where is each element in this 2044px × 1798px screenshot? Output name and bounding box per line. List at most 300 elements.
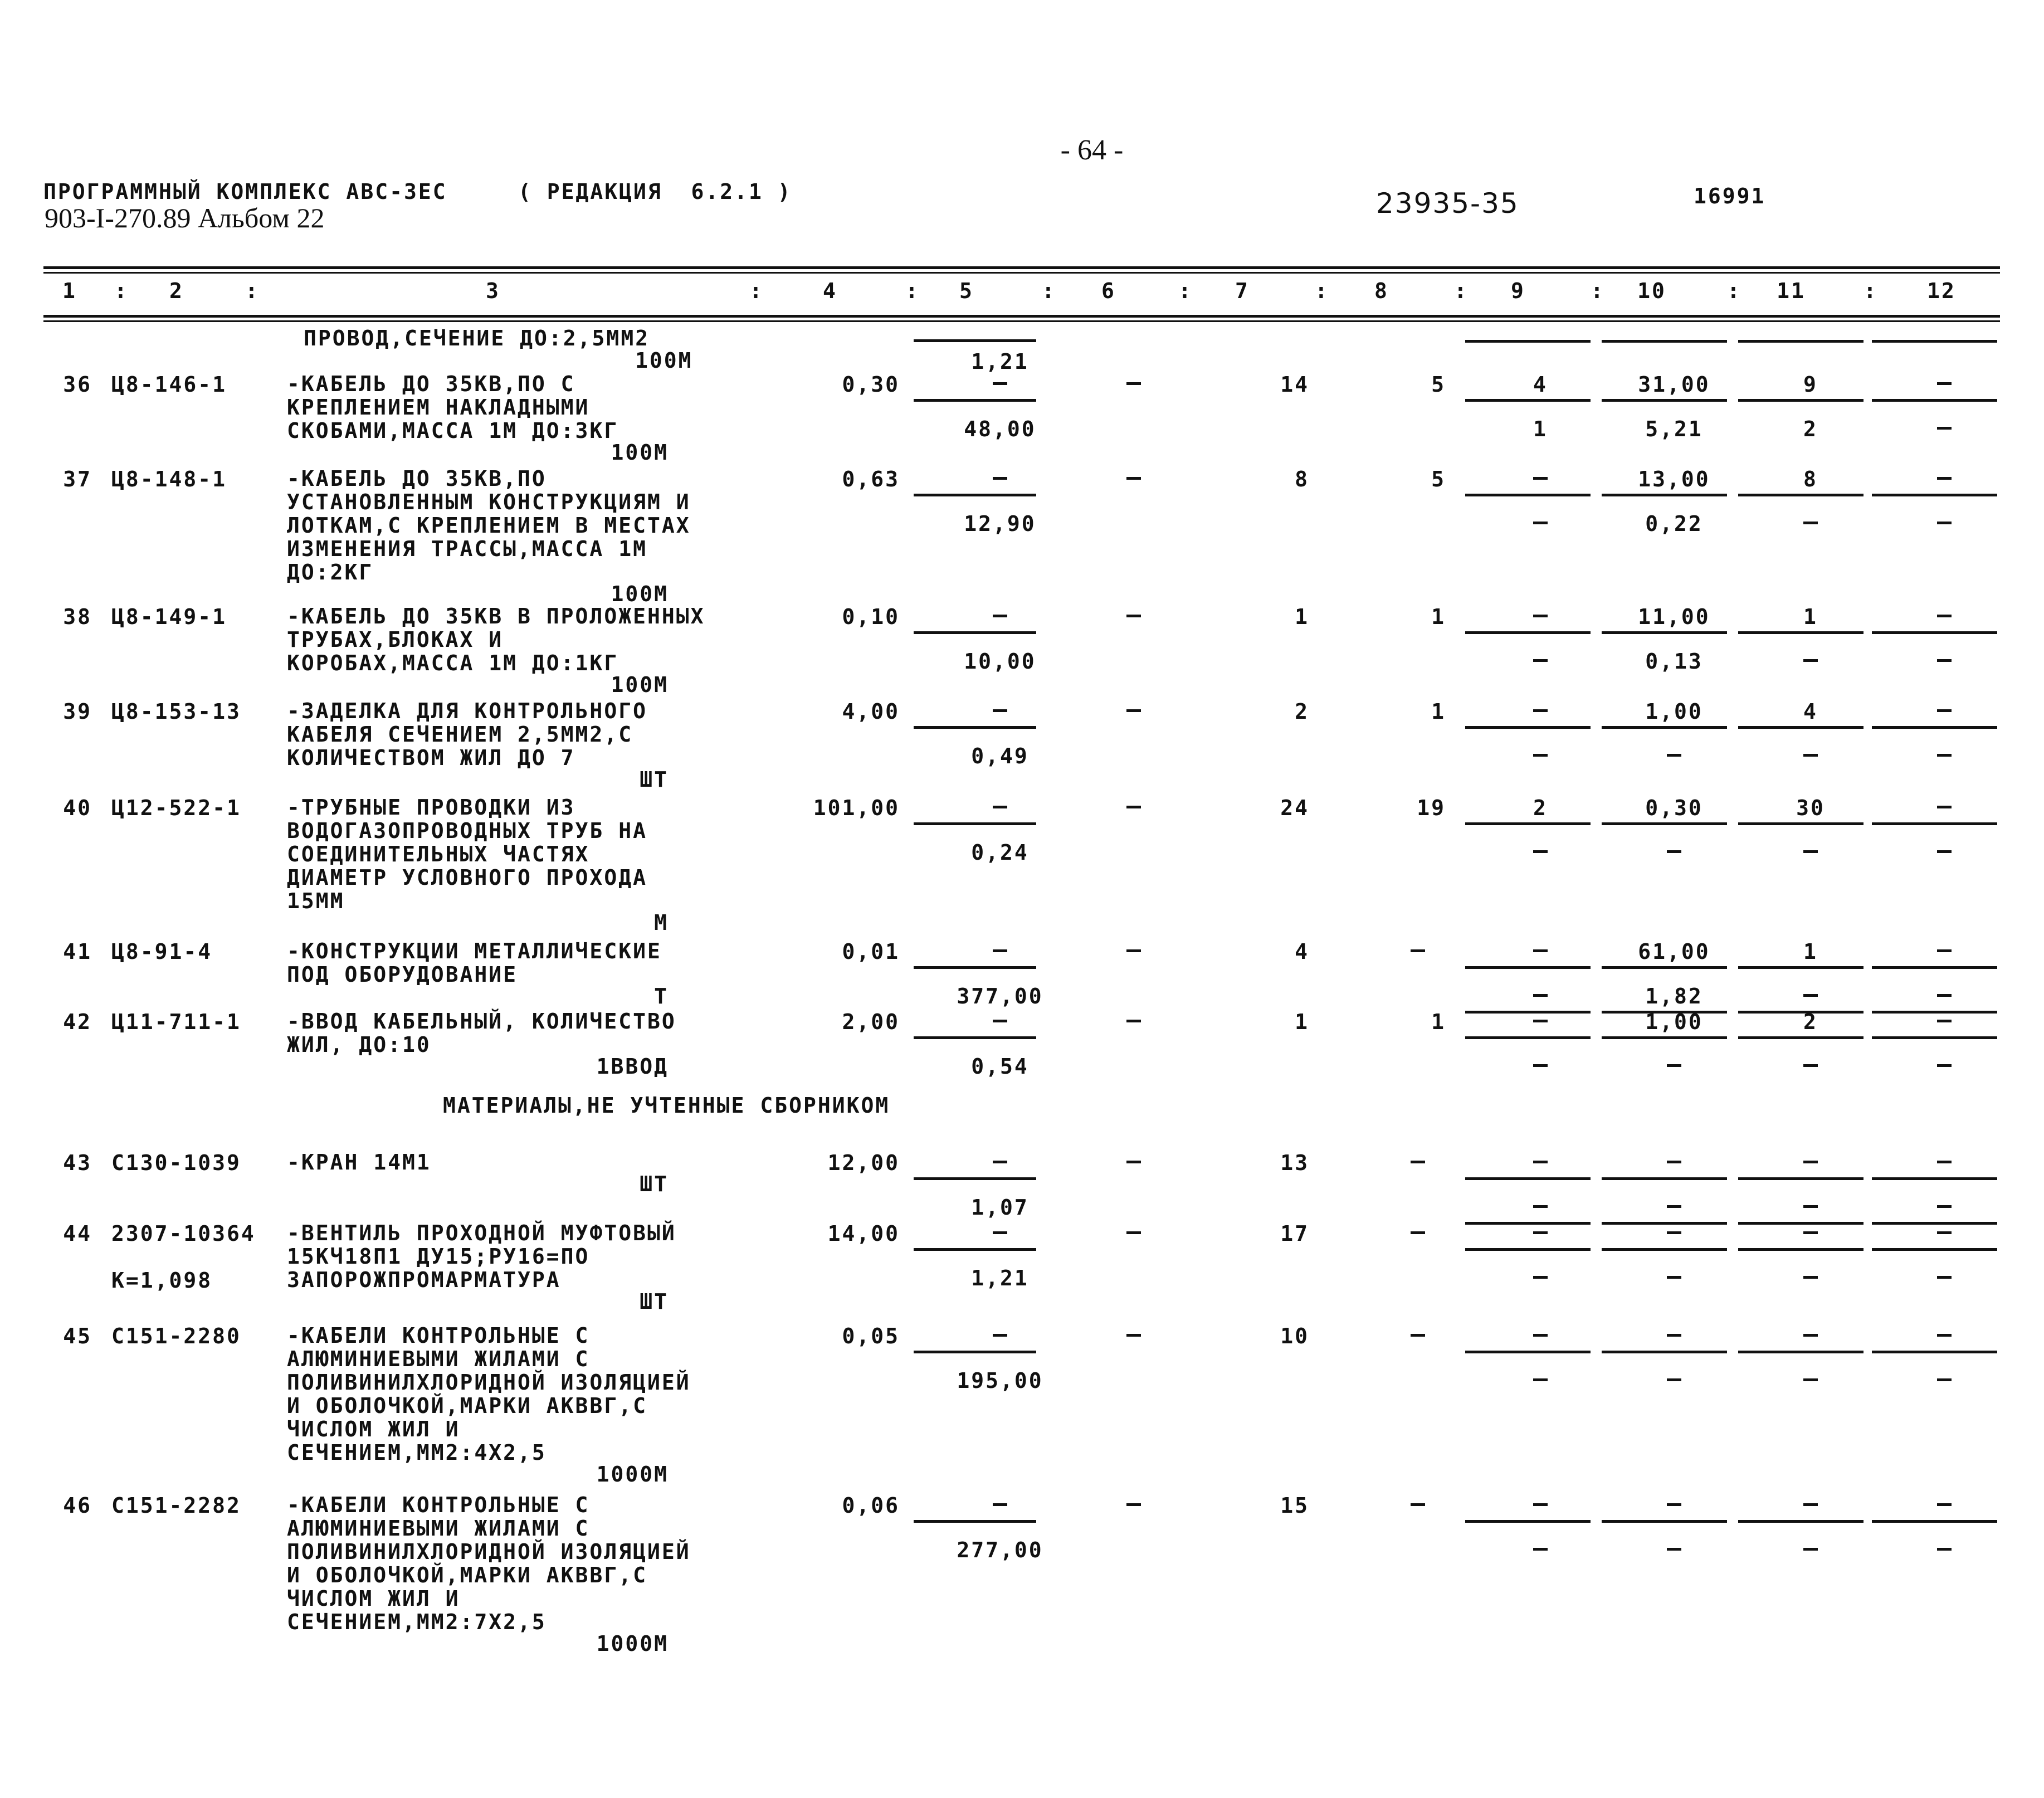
- row-40-col5-value: 0,24: [971, 840, 1029, 865]
- row-43-col11-top-dash: [1803, 1161, 1818, 1163]
- row-36-col11-bottom: 2: [1803, 417, 1818, 441]
- row-43-col7: 13: [1280, 1151, 1309, 1175]
- row-44-mid-line-11: [1738, 1248, 1863, 1251]
- row-42-code: Ц11-711-1: [111, 1010, 241, 1034]
- row-37-col9-top-dash: [1533, 477, 1548, 480]
- row-38-col7: 1: [1295, 605, 1309, 629]
- row-38-col5-dash: [993, 615, 1007, 617]
- row-38-col5-rule: [914, 631, 1036, 634]
- row-44-col12-bottom-dash: [1937, 1276, 1952, 1279]
- column-header-2: 2: [169, 279, 184, 303]
- row-42-col12-bottom-dash: [1937, 1064, 1952, 1067]
- header-top-rule: [43, 266, 2000, 269]
- row-36-col9-bottom: 1: [1533, 417, 1548, 441]
- row-38-mid-line-12: [1872, 631, 1997, 634]
- row-36-col5-dash: [993, 382, 1007, 385]
- row-39-col10-bottom-dash: [1667, 754, 1681, 757]
- row-37-col12-top-dash: [1937, 477, 1952, 480]
- row-41-col7: 4: [1295, 939, 1309, 964]
- row-42-col5-value: 0,54: [971, 1054, 1029, 1079]
- row-43-col6-dash: [1126, 1161, 1141, 1163]
- row-44-col11-bottom-dash: [1803, 1276, 1818, 1279]
- row-46-col11-top-dash: [1803, 1503, 1818, 1506]
- row-45-col5-rule: [914, 1351, 1036, 1353]
- row-36-col9-top: 4: [1533, 372, 1548, 397]
- row-43-quantity: 12,00: [827, 1151, 900, 1175]
- row-45-mid-line-11: [1738, 1351, 1863, 1353]
- row-46-col5-rule: [914, 1520, 1036, 1523]
- column-separator: :: [1727, 279, 1741, 303]
- row-46-col12-top-dash: [1937, 1503, 1952, 1506]
- row-39-mid-line-12: [1872, 726, 1997, 729]
- row-37-mid-line-11: [1738, 494, 1863, 496]
- row-39-col5-value: 0,49: [971, 744, 1029, 768]
- row-45-col11-top-dash: [1803, 1334, 1818, 1337]
- row-46-number: 46: [63, 1493, 92, 1518]
- row-36-mid-line-11: [1738, 399, 1863, 402]
- column-separator: :: [749, 279, 764, 303]
- row-37-mid-line-9: [1465, 494, 1591, 496]
- row-38-unit: 100М: [611, 673, 669, 697]
- row-44-number: 44: [63, 1221, 92, 1246]
- row-40-mid-line-12: [1872, 822, 1997, 825]
- row-43-col11-bottom-dash: [1803, 1205, 1818, 1208]
- row-37-col7: 8: [1295, 467, 1309, 491]
- row-40-col6-dash: [1126, 806, 1141, 808]
- row-45-number: 45: [63, 1324, 92, 1348]
- row-44-description: -ВЕНТИЛЬ ПРОХОДНОЙ МУФТОВЫЙ 15КЧ18П1 ДУ15;РУ16=ПО ЗАПОРОЖПРОМАРМАТУРА: [287, 1221, 676, 1292]
- row-38-mid-line-11: [1738, 631, 1863, 634]
- row-45-col6-dash: [1126, 1334, 1141, 1337]
- row-41-description: -КОНСТРУКЦИИ МЕТАЛЛИЧЕСКИЕ ПОД ОБОРУДОВАНИЕ: [287, 939, 662, 987]
- row-36-col11-top: 9: [1803, 372, 1818, 397]
- row-38-col11-bottom-dash: [1803, 659, 1818, 662]
- row-41-mid-line-9: [1465, 966, 1591, 969]
- row-43-col8-dash: [1411, 1161, 1425, 1163]
- row-40-col10-top: 0,30: [1645, 796, 1703, 820]
- row-45-col10-bottom-dash: [1667, 1378, 1681, 1381]
- column-header-9: 9: [1511, 279, 1525, 303]
- row-46-mid-line-11: [1738, 1520, 1863, 1523]
- row-39-col5-dash: [993, 709, 1007, 712]
- row-41-col9-top-dash: [1533, 949, 1548, 952]
- row-37-mid-line-12: [1872, 494, 1997, 496]
- row-37-description: -КАБЕЛЬ ДО 35КВ,ПО УСТАНОВЛЕННЫМ КОНСТРУКЦИЯМ И ЛОТКАМ,С КРЕПЛЕНИЕМ В МЕСТАХ ИЗМЕНЕНИЯ ТРАССЫ,МАССА 1М ДО:2КГ: [287, 466, 691, 584]
- row-36-mid-line-9: [1465, 399, 1591, 402]
- row-42-mid-line-10: [1602, 1036, 1727, 1039]
- row-45-col5-dash: [993, 1334, 1007, 1337]
- row-44-col10-bottom-dash: [1667, 1276, 1681, 1279]
- row-41-col10-bottom: 1,82: [1645, 984, 1703, 1008]
- row-46-col7: 15: [1280, 1493, 1309, 1518]
- row-43-unit: ШТ: [640, 1172, 669, 1196]
- row-39-col11-top: 4: [1803, 699, 1818, 724]
- row-38-col6-dash: [1126, 615, 1141, 617]
- row-44-col7: 17: [1280, 1221, 1309, 1246]
- row-36-col12-bottom-dash: [1937, 427, 1952, 430]
- row-46-col9-bottom-dash: [1533, 1548, 1548, 1551]
- row-45-code: С151-2280: [111, 1324, 241, 1348]
- column-header-5: 5: [959, 279, 974, 303]
- row-37-col6-dash: [1126, 477, 1141, 480]
- row-41-col12-bottom-dash: [1937, 994, 1952, 997]
- row-40-unit: М: [654, 910, 669, 935]
- row-45-col11-bottom-dash: [1803, 1378, 1818, 1381]
- header-top-rule-2: [43, 272, 2000, 274]
- row-39-mid-line-11: [1738, 726, 1863, 729]
- column-separator: :: [1315, 279, 1329, 303]
- row-38-col12-top-dash: [1937, 615, 1952, 617]
- row-43-end-line-11: [1738, 1222, 1863, 1225]
- row-38-mid-line-10: [1602, 631, 1727, 634]
- document-number: 16991: [1694, 184, 1766, 208]
- cont-top-line-9: [1465, 340, 1591, 343]
- row-38-number: 38: [63, 605, 92, 629]
- row-41-col5-rule: [914, 966, 1036, 969]
- row-40-mid-line-9: [1465, 822, 1591, 825]
- row-42-col8: 1: [1431, 1010, 1446, 1034]
- row-45-unit: 1000М: [596, 1462, 669, 1487]
- row-39-col6-dash: [1126, 709, 1141, 712]
- row-42-col11-top: 2: [1803, 1010, 1818, 1034]
- row-46-code: С151-2282: [111, 1493, 241, 1518]
- row-45-description: -КАБЕЛИ КОНТРОЛЬНЫЕ С АЛЮМИНИЕВЫМИ ЖИЛАМИ С ПОЛИВИНИЛХЛОРИДНОЙ ИЗОЛЯЦИЕЙ И ОБОЛОЧКОЙ,МАРКИ АКВВГ,С ЧИСЛОМ ЖИЛ И СЕЧЕНИЕМ,ММ2:4Х2,5: [287, 1323, 691, 1465]
- row-40-quantity: 101,00: [813, 796, 900, 820]
- row-38-col10-top: 11,00: [1638, 605, 1710, 629]
- column-header-8: 8: [1374, 279, 1389, 303]
- column-separator: :: [245, 279, 260, 303]
- row-37-col9-bottom-dash: [1533, 522, 1548, 524]
- row-41-code: Ц8-91-4: [111, 939, 213, 964]
- row-37-unit: 100М: [611, 582, 669, 606]
- row-39-number: 39: [63, 699, 92, 724]
- row-44-mid-line-12: [1872, 1248, 1997, 1251]
- row-44-col10-top-dash: [1667, 1231, 1681, 1234]
- row-37-col11-bottom-dash: [1803, 522, 1818, 524]
- row-37-quantity: 0,63: [842, 467, 900, 491]
- row-40-number: 40: [63, 796, 92, 820]
- row-45-col9-bottom-dash: [1533, 1378, 1548, 1381]
- edition-label: ( РЕДАКЦИЯ 6.2.1 ): [518, 179, 792, 204]
- column-header-11: 11: [1777, 279, 1806, 303]
- row-43-col5-rule: [914, 1177, 1036, 1180]
- row-46-quantity: 0,06: [842, 1493, 900, 1518]
- row-36-mid-line-10: [1602, 399, 1727, 402]
- row-42-quantity: 2,00: [842, 1010, 900, 1034]
- row-45-col7: 10: [1280, 1324, 1309, 1348]
- row-37-col10-top: 13,00: [1638, 467, 1710, 491]
- column-separator: :: [1042, 279, 1056, 303]
- column-header-6: 6: [1101, 279, 1116, 303]
- column-header-10: 10: [1637, 279, 1666, 303]
- row-41-col10-top: 61,00: [1638, 939, 1710, 964]
- row-45-col5-value: 195,00: [957, 1368, 1043, 1393]
- row-37-col5-rule: [914, 494, 1036, 496]
- row-36-mid-line-12: [1872, 399, 1997, 402]
- row-42-col5-rule: [914, 1036, 1036, 1039]
- row-39-col7: 2: [1295, 699, 1309, 724]
- row-41-number: 41: [63, 939, 92, 964]
- row-44-mid-line-10: [1602, 1248, 1727, 1251]
- row-42-col10-top: 1,00: [1645, 1010, 1703, 1034]
- column-separator: :: [1591, 279, 1605, 303]
- row-42-col12-top-dash: [1937, 1020, 1952, 1022]
- row-40-col9-top: 2: [1533, 796, 1548, 820]
- continued-description: ПРОВОД,СЕЧЕНИЕ ДО:2,5ММ2: [304, 326, 650, 350]
- row-45-col12-top-dash: [1937, 1334, 1952, 1337]
- row-42-mid-line-11: [1738, 1036, 1863, 1039]
- row-43-col9-top-dash: [1533, 1161, 1548, 1163]
- row-43-description: -КРАН 14М1: [287, 1150, 431, 1175]
- column-separator: :: [1863, 279, 1878, 303]
- row-46-col5-dash: [993, 1503, 1007, 1506]
- row-43-col9-bottom-dash: [1533, 1205, 1548, 1208]
- row-42-mid-line-12: [1872, 1036, 1997, 1039]
- row-43-code: С130-1039: [111, 1151, 241, 1175]
- row-37-mid-line-10: [1602, 494, 1727, 496]
- row-46-col8-dash: [1411, 1503, 1425, 1506]
- row-42-col6-dash: [1126, 1020, 1141, 1022]
- row-46-col6-dash: [1126, 1503, 1141, 1506]
- column-header-4: 4: [823, 279, 837, 303]
- row-41-col8-dash: [1411, 949, 1425, 952]
- row-42-col9-bottom-dash: [1533, 1064, 1548, 1067]
- row-43-end-line-10: [1602, 1222, 1727, 1225]
- row-41-unit: Т: [654, 984, 669, 1008]
- column-separator: :: [905, 279, 920, 303]
- row-40-col5-rule: [914, 822, 1036, 825]
- row-36-col10-top: 31,00: [1638, 372, 1710, 397]
- row-36-col10-bottom: 5,21: [1645, 417, 1703, 441]
- row-44-unit: ШТ: [640, 1289, 669, 1314]
- row-37-col11-top: 8: [1803, 467, 1818, 491]
- row-39-mid-line-10: [1602, 726, 1727, 729]
- row-41-col5-value: 377,00: [957, 984, 1043, 1008]
- row-39-code: Ц8-153-13: [111, 699, 241, 724]
- row-38-description: -КАБЕЛЬ ДО 35КВ В ПРОЛОЖЕННЫХ ТРУБАХ,БЛОКАХ И КОРОБАХ,МАССА 1М ДО:1КГ: [287, 604, 705, 675]
- row-40-col8: 19: [1417, 796, 1446, 820]
- row-42-col10-bottom-dash: [1667, 1064, 1681, 1067]
- album-reference: 903-I-270.89 Альбом 22: [45, 202, 325, 233]
- column-separator: :: [1454, 279, 1469, 303]
- row-46-col10-top-dash: [1667, 1503, 1681, 1506]
- row-44-col12-top-dash: [1937, 1231, 1952, 1234]
- row-46-col10-bottom-dash: [1667, 1548, 1681, 1551]
- row-38-col9-top-dash: [1533, 615, 1548, 617]
- row-36-col7: 14: [1280, 372, 1309, 397]
- row-46-description: -КАБЕЛИ КОНТРОЛЬНЫЕ С АЛЮМИНИЕВЫМИ ЖИЛАМИ С ПОЛИВИНИЛХЛОРИДНОЙ ИЗОЛЯЦИЕЙ И ОБОЛОЧКОЙ,МАРКИ АКВВГ,С ЧИСЛОМ ЖИЛ И СЕЧЕНИЕМ,ММ2:7Х2,5: [287, 1493, 691, 1634]
- row-39-mid-line-9: [1465, 726, 1591, 729]
- cont-top-line-10: [1602, 340, 1727, 343]
- column-header-12: 12: [1927, 279, 1956, 303]
- row-40-code: Ц12-522-1: [111, 796, 241, 820]
- row-43-mid-line-11: [1738, 1177, 1863, 1180]
- row-39-quantity: 4,00: [842, 699, 900, 724]
- row-43-col10-top-dash: [1667, 1161, 1681, 1163]
- row-44-code: 2307-10364: [111, 1221, 256, 1246]
- row-38-col10-bottom: 0,13: [1645, 649, 1703, 674]
- row-43-end-line-9: [1465, 1222, 1591, 1225]
- row-40-col5-dash: [993, 806, 1007, 808]
- row-38-quantity: 0,10: [842, 605, 900, 629]
- row-43-end-line-12: [1872, 1222, 1997, 1225]
- row-36-number: 36: [63, 372, 92, 397]
- row-40-col12-top-dash: [1937, 806, 1952, 808]
- row-36-quantity: 0,30: [842, 372, 900, 397]
- column-header-3: 3: [486, 279, 500, 303]
- row-40-col11-bottom-dash: [1803, 850, 1818, 853]
- row-43-col12-top-dash: [1937, 1161, 1952, 1163]
- row-39-col9-top-dash: [1533, 709, 1548, 712]
- row-43-col5-value: 1,07: [971, 1195, 1029, 1220]
- column-separator: :: [1178, 279, 1193, 303]
- row-46-unit: 1000М: [596, 1631, 669, 1656]
- row-44-col8-dash: [1411, 1231, 1425, 1234]
- row-41-col11-bottom-dash: [1803, 994, 1818, 997]
- row-38-col5-value: 10,00: [964, 649, 1036, 674]
- row-43-col5-dash: [993, 1161, 1007, 1163]
- row-46-col12-bottom-dash: [1937, 1548, 1952, 1551]
- row-41-col11-top: 1: [1803, 939, 1818, 964]
- row-40-col7: 24: [1280, 796, 1309, 820]
- row-44-col9-bottom-dash: [1533, 1276, 1548, 1279]
- row-36-col5-value: 48,00: [964, 417, 1036, 441]
- row-36-code: Ц8-146-1: [111, 372, 227, 397]
- document-code: 23935-35: [1376, 187, 1519, 220]
- row-41-end-line-12: [1872, 1011, 1997, 1013]
- row-43-mid-line-9: [1465, 1177, 1591, 1180]
- row-41-mid-line-10: [1602, 966, 1727, 969]
- row-42-number: 42: [63, 1010, 92, 1034]
- row-37-col12-bottom-dash: [1937, 522, 1952, 524]
- row-41-mid-line-11: [1738, 966, 1863, 969]
- row-41-mid-line-12: [1872, 966, 1997, 969]
- row-38-col12-bottom-dash: [1937, 659, 1952, 662]
- row-45-quantity: 0,05: [842, 1324, 900, 1348]
- page-number: - 64 -: [1060, 134, 1124, 166]
- row-44-col5-rule: [914, 1248, 1036, 1251]
- column-header-7: 7: [1235, 279, 1250, 303]
- row-39-col5-rule: [914, 726, 1036, 729]
- row-38-col8: 1: [1431, 605, 1446, 629]
- row-44-col9-top-dash: [1533, 1231, 1548, 1234]
- row-41-col9-bottom-dash: [1533, 994, 1548, 997]
- row-44-quantity: 14,00: [827, 1221, 900, 1246]
- column-header-1: 1: [62, 279, 77, 303]
- row-41-quantity: 0,01: [842, 939, 900, 964]
- row-42-col5-dash: [993, 1020, 1007, 1022]
- row-46-mid-line-10: [1602, 1520, 1727, 1523]
- row-43-mid-line-10: [1602, 1177, 1727, 1180]
- row-45-col12-bottom-dash: [1937, 1378, 1952, 1381]
- row-38-code: Ц8-149-1: [111, 605, 227, 629]
- row-42-unit: 1ВВОД: [596, 1054, 669, 1079]
- row-44-col5-value: 1,21: [971, 1266, 1029, 1290]
- row-44-mid-line-9: [1465, 1248, 1591, 1251]
- row-39-col8: 1: [1431, 699, 1446, 724]
- row-44-col5-dash: [993, 1231, 1007, 1234]
- row-41-col5-dash: [993, 949, 1007, 952]
- row-36-col5-rule: [914, 399, 1036, 402]
- row-37-col5-value: 12,90: [964, 511, 1036, 536]
- row-45-mid-line-10: [1602, 1351, 1727, 1353]
- row-37-col8: 5: [1431, 467, 1446, 491]
- row-43-col12-bottom-dash: [1937, 1205, 1952, 1208]
- row-41-end-line-9: [1465, 1011, 1591, 1013]
- row-44-coefficient: К=1,098: [111, 1268, 213, 1293]
- row-40-col12-bottom-dash: [1937, 850, 1952, 853]
- row-42-col7: 1: [1295, 1010, 1309, 1034]
- column-separator: :: [114, 279, 129, 303]
- row-46-col9-top-dash: [1533, 1503, 1548, 1506]
- continued-col5-value: 1,21: [971, 349, 1029, 374]
- program-title: ПРОГРАММНЫЙ КОМПЛЕКС АВС-ЗЕС: [43, 179, 447, 204]
- section-title: МАТЕРИАЛЫ,НЕ УЧТЕННЫЕ СБОРНИКОМ: [443, 1093, 890, 1118]
- row-45-mid-line-9: [1465, 1351, 1591, 1353]
- row-36-unit: 100М: [611, 440, 669, 465]
- row-45-col8-dash: [1411, 1334, 1425, 1337]
- row-40-col10-bottom-dash: [1667, 850, 1681, 853]
- row-41-col12-top-dash: [1937, 949, 1952, 952]
- continued-unit: 100М: [635, 348, 693, 373]
- row-45-mid-line-12: [1872, 1351, 1997, 1353]
- row-40-col11-top: 30: [1796, 796, 1825, 820]
- row-39-col9-bottom-dash: [1533, 754, 1548, 757]
- row-40-mid-line-10: [1602, 822, 1727, 825]
- row-36-description: -КАБЕЛЬ ДО 35КВ,ПО С КРЕПЛЕНИЕМ НАКЛАДНЫМИ СКОБАМИ,МАССА 1М ДО:3КГ: [287, 372, 619, 443]
- row-46-mid-line-12: [1872, 1520, 1997, 1523]
- row-39-description: -ЗАДЕЛКА ДЛЯ КОНТРОЛЬНОГО КАБЕЛЯ СЕЧЕНИЕМ 2,5ММ2,С КОЛИЧЕСТВОМ ЖИЛ ДО 7: [287, 699, 647, 770]
- row-36-col6-dash: [1126, 382, 1141, 385]
- row-37-col5-dash: [993, 477, 1007, 480]
- row-42-col11-bottom-dash: [1803, 1064, 1818, 1067]
- row-36-col8: 5: [1431, 372, 1446, 397]
- row-42-mid-line-9: [1465, 1036, 1591, 1039]
- row-37-col10-bottom: 0,22: [1645, 511, 1703, 536]
- row-43-mid-line-12: [1872, 1177, 1997, 1180]
- row-45-col9-top-dash: [1533, 1334, 1548, 1337]
- row-38-mid-line-9: [1465, 631, 1591, 634]
- row-43-col10-bottom-dash: [1667, 1205, 1681, 1208]
- row-44-col6-dash: [1126, 1231, 1141, 1234]
- row-42-col9-top-dash: [1533, 1020, 1548, 1022]
- row-41-col6-dash: [1126, 949, 1141, 952]
- row-46-mid-line-9: [1465, 1520, 1591, 1523]
- row-42-description: -ВВОД КАБЕЛЬНЫЙ, КОЛИЧЕСТВО ЖИЛ, ДО:10: [287, 1009, 676, 1057]
- cont-top-line-11: [1738, 340, 1863, 343]
- row-40-col9-bottom-dash: [1533, 850, 1548, 853]
- row-40-description: -ТРУБНЫЕ ПРОВОДКИ ИЗ ВОДОГАЗОПРОВОДНЫХ ТРУБ НА СОЕДИНИТЕЛЬНЫХ ЧАСТЯХ ДИАМЕТР УСЛОВНОГО ПРОХОДА 15ММ: [287, 795, 647, 913]
- row-37-code: Ц8-148-1: [111, 467, 227, 491]
- row-38-col9-bottom-dash: [1533, 659, 1548, 662]
- row-46-col5-value: 277,00: [957, 1538, 1043, 1562]
- row-44-col11-top-dash: [1803, 1231, 1818, 1234]
- cont-top-line-12: [1872, 340, 1997, 343]
- header-bottom-rule-2: [43, 320, 2000, 322]
- row-36-col12-top-dash: [1937, 382, 1952, 385]
- row-38-col11-top: 1: [1803, 605, 1818, 629]
- row-39-unit: ШТ: [640, 767, 669, 792]
- row-43-number: 43: [63, 1151, 92, 1175]
- row-39-col12-top-dash: [1937, 709, 1952, 712]
- row-39-col12-bottom-dash: [1937, 754, 1952, 757]
- row-39-col11-bottom-dash: [1803, 754, 1818, 757]
- row-46-col11-bottom-dash: [1803, 1548, 1818, 1551]
- row-40-mid-line-11: [1738, 822, 1863, 825]
- row-37-number: 37: [63, 467, 92, 491]
- row-39-col10-top: 1,00: [1645, 699, 1703, 724]
- col5-top-line: [914, 339, 1036, 342]
